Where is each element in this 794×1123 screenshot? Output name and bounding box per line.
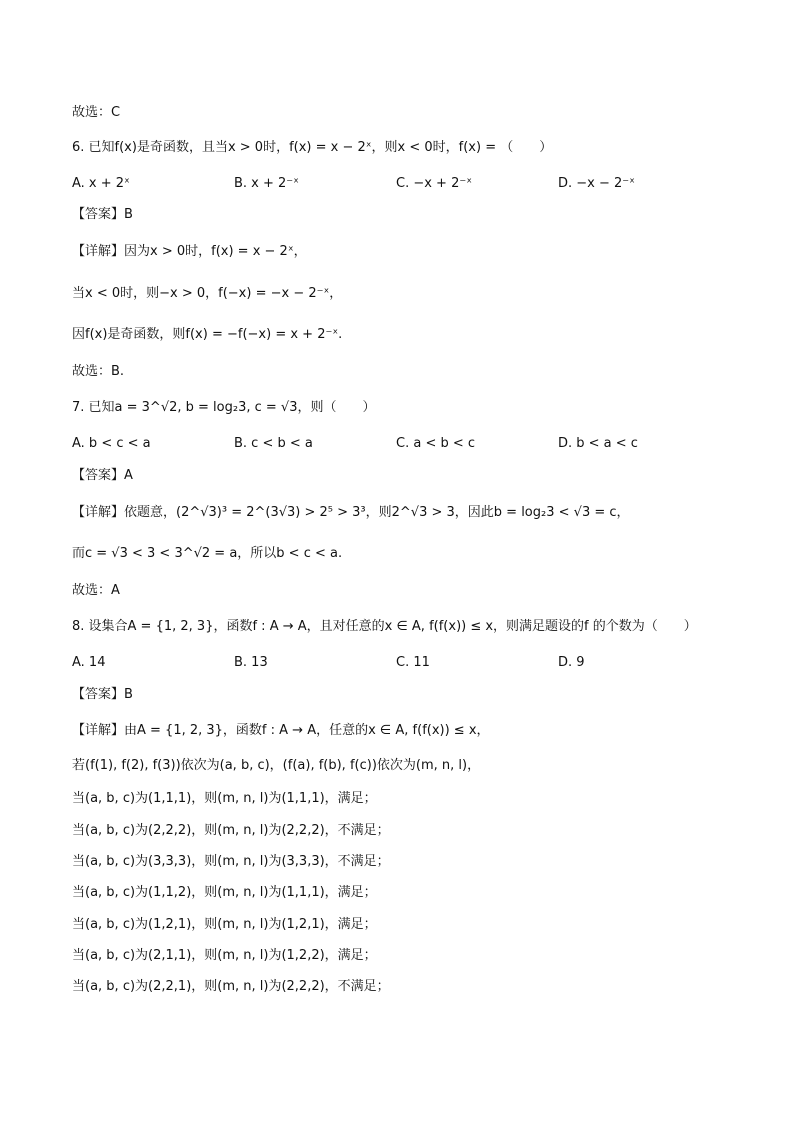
question-7: 7. 已知a = 3^√2, b = log₂3, c = √3，则（ ） bbox=[72, 400, 376, 415]
choice-6: 故选：B. bbox=[72, 364, 125, 379]
explanation-6-line-3: 因f(x)是奇函数，则f(x) = −f(−x) = x + 2⁻ˣ. bbox=[72, 327, 343, 342]
options-q8 bbox=[72, 655, 722, 675]
options-q7 bbox=[72, 436, 722, 456]
explanation-8-line-9: 当(a, b, c)为(2,2,1)，则(m, n, l)为(2,2,2)，不满足； bbox=[72, 979, 390, 994]
explanation-7-line-2: 而c = √3 < 3 < 3^√2 = a，所以b < c < a. bbox=[72, 546, 343, 561]
option-c: C. −x + 2⁻ˣ bbox=[396, 176, 472, 191]
option-c: C. a < b < c bbox=[396, 436, 476, 451]
answer-8: 【答案】B bbox=[72, 687, 133, 702]
choice-7: 故选：A bbox=[72, 583, 120, 598]
explanation-8-line-5: 当(a, b, c)为(3,3,3)，则(m, n, l)为(3,3,3)，不满足； bbox=[72, 854, 390, 869]
explanation-8-line-7: 当(a, b, c)为(1,2,1)，则(m, n, l)为(1,2,1)，满足； bbox=[72, 917, 377, 932]
option-d: D. b < a < c bbox=[558, 436, 638, 451]
explanation-8-line-2: 若(f(1), f(2), f(3))依次为(a, b, c)，(f(a), f(b), f(c))依次为(m, n, l)， bbox=[72, 758, 481, 773]
option-a: A. b < c < a bbox=[72, 436, 151, 451]
choice-prev: 故选：C bbox=[72, 105, 121, 120]
option-a: A. x + 2ˣ bbox=[72, 176, 130, 191]
option-c: C. 11 bbox=[396, 655, 430, 670]
option-b: B. 13 bbox=[234, 655, 268, 670]
option-d: D. −x − 2⁻ˣ bbox=[558, 176, 635, 191]
explanation-8-line-1: 【详解】由A = {1, 2, 3}，函数f : A → A，任意的x ∈ A, f(f(x)) ≤ x， bbox=[72, 723, 490, 738]
question-6: 6. 已知f(x)是奇函数，且当x > 0时，f(x) = x − 2ˣ，则x < 0时，f(x) = （ ） bbox=[72, 140, 553, 155]
options-q6 bbox=[72, 176, 722, 196]
answer-7: 【答案】A bbox=[72, 468, 133, 483]
option-b: B. x + 2⁻ˣ bbox=[234, 176, 299, 191]
explanation-8-line-3: 当(a, b, c)为(1,1,1)，则(m, n, l)为(1,1,1)，满足； bbox=[72, 791, 377, 806]
answer-6: 【答案】B bbox=[72, 207, 133, 222]
option-d: D. 9 bbox=[558, 655, 585, 670]
question-8: 8. 设集合A = {1, 2, 3}，函数f : A → A，且对任意的x ∈ A, f(f(x)) ≤ x，则满足题设的f 的个数为（ ） bbox=[72, 619, 697, 634]
explanation-8-line-6: 当(a, b, c)为(1,1,2)，则(m, n, l)为(1,1,1)，满足； bbox=[72, 885, 377, 900]
explanation-7-line-1: 【详解】依题意，(2^√3)³ = 2^(3√3) > 2⁵ > 3³，则2^√3 > 3，因此b = log₂3 < √3 = c， bbox=[72, 505, 630, 520]
option-a: A. 14 bbox=[72, 655, 106, 670]
explanation-6-line-2: 当x < 0时，则−x > 0，f(−x) = −x − 2⁻ˣ， bbox=[72, 286, 343, 301]
explanation-8-line-4: 当(a, b, c)为(2,2,2)，则(m, n, l)为(2,2,2)，不满足； bbox=[72, 823, 390, 838]
explanation-6-line-1: 【详解】因为x > 0时，f(x) = x − 2ˣ， bbox=[72, 244, 307, 259]
option-b: B. c < b < a bbox=[234, 436, 313, 451]
explanation-8-line-8: 当(a, b, c)为(2,1,1)，则(m, n, l)为(1,2,2)，满足； bbox=[72, 948, 377, 963]
